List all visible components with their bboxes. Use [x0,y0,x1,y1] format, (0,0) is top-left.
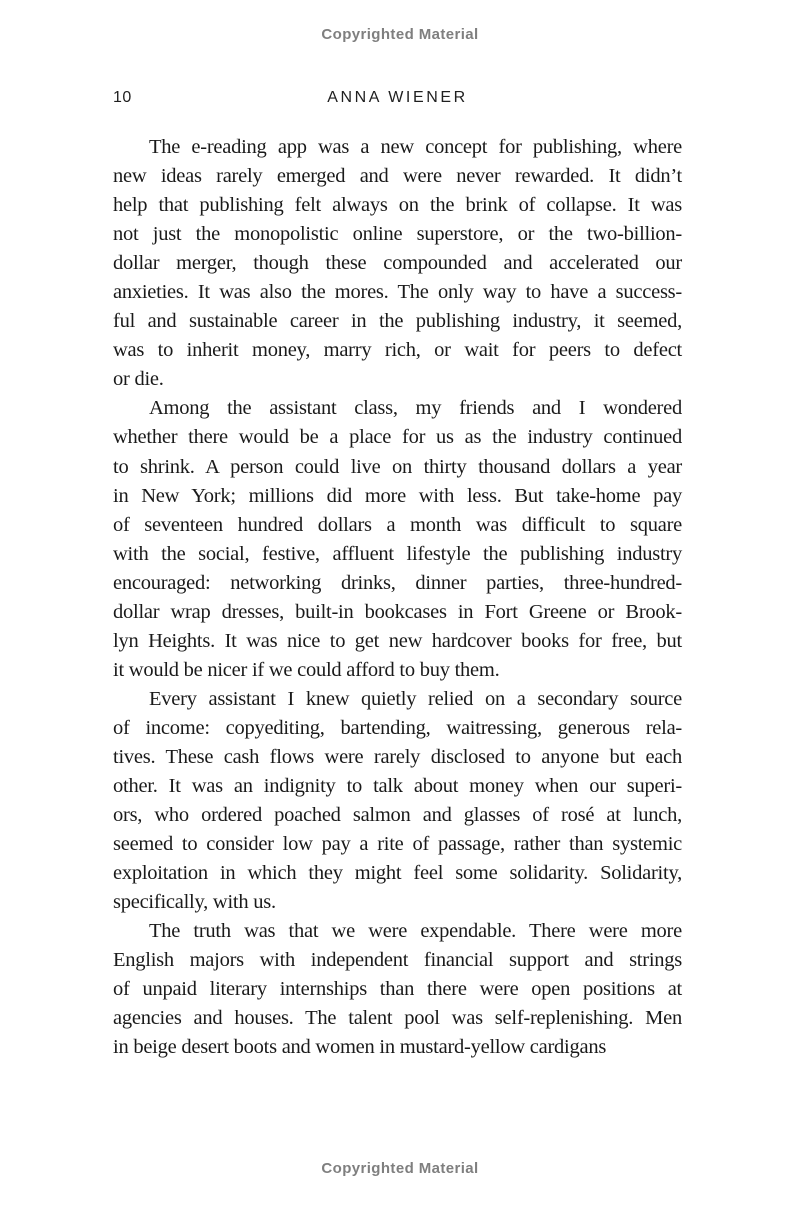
text-line: in New York; millions did more with less. But take-home pay [113,484,682,507]
text-line: Among the assistant class, my friends and I wondered [149,397,682,420]
page-number: 10 [113,89,132,106]
text-line: new ideas rarely emerged and were never rewarded. It didn’t [113,165,682,188]
text-line: dollar wrap dresses, built-in bookcases in Fort Greene or Brook- [113,600,682,623]
text-line: dollar merger, though these compounded and accelerated our [113,252,682,275]
text-line: tives. These cash flows were rarely disclosed to anyone but each [113,745,682,768]
copyright-notice-top: Copyrighted Material [321,26,479,43]
text-line: Every assistant I knew quietly relied on a secondary source [149,687,682,710]
text-line: The e-reading app was a new concept for publishing, where [149,136,682,158]
text-line: exploitation in which they might feel some solidarity. Solidarity, [113,862,682,885]
text-line: help that publishing felt always on the brink of collapse. It was [113,194,682,217]
text-line: was to inherit money, marry rich, or wait for peers to defect [113,339,682,362]
text-line: lyn Heights. It was nice to get new hardcover books for free, but [113,629,682,652]
text-line: whether there would be a place for us as the industry continued [113,426,682,449]
text-line: The truth was that we were expendable. There were more [149,920,682,943]
copyright-notice-bottom: Copyrighted Material [321,1160,479,1177]
text-line: anxieties. It was also the mores. The only way to have a success- [113,281,682,304]
text-line: encouraged: networking drinks, dinner parties, three-hundred- [113,571,682,594]
text-line: other. It was an indignity to talk about money when our superi- [113,775,682,798]
text-line: of seventeen hundred dollars a month was difficult to square [113,513,682,536]
text-line: ors, who ordered poached salmon and glasses of rosé at lunch, [113,804,682,827]
text-line: to shrink. A person could live on thirty thousand dollars a year [113,455,682,478]
text-line: specifically, with us. [113,891,276,914]
text-line: in beige desert boots and women in mustard-yellow cardigans [113,1036,607,1059]
text-line: or die. [113,368,164,391]
running-header [113,89,682,107]
text-line: seemed to consider low pay a rite of passage, rather than systemic [113,833,682,856]
text-line: with the social, festive, affluent lifestyle the publishing industry [113,542,682,565]
text-line: of income: copyediting, bartending, waitressing, generous rela- [113,716,682,739]
text-line: agencies and houses. The talent pool was self-replenishing. Men [113,1007,682,1030]
text-line: ful and sustainable career in the publishing industry, it seemed, [113,310,682,333]
text-line: of unpaid literary internships than there were open positions at [113,978,682,1001]
text-line: not just the monopolistic online superstore, or the two-billion- [113,223,682,246]
text-line: it would be nicer if we could afford to buy them. [113,658,500,681]
text-line: English majors with independent financial support and strings [113,949,682,972]
body-text [113,133,682,1063]
running-header-author: ANNA WIENER [327,89,468,106]
